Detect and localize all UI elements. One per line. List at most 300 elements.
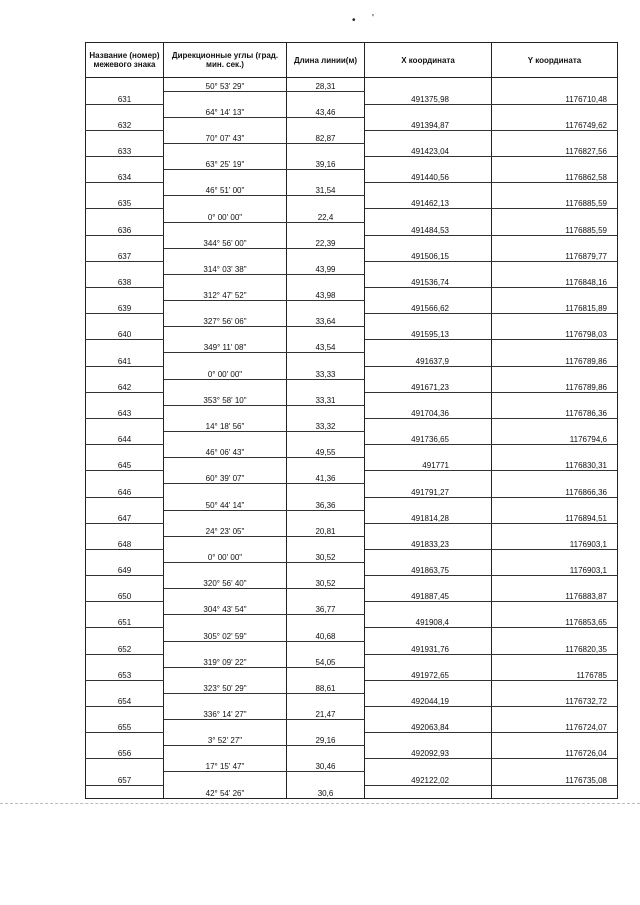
empty-cell: [492, 707, 618, 720]
header-length: Длина линии(м): [287, 43, 365, 78]
length-cell: 82,87: [287, 130, 365, 143]
empty-cell: [287, 510, 365, 523]
length-cell: 30,52: [287, 549, 365, 562]
scan-speck: •: [352, 15, 356, 26]
empty-cell: [86, 602, 164, 615]
length-cell: 49,55: [287, 445, 365, 458]
segment-row: [86, 340, 618, 353]
empty-cell: [492, 785, 618, 799]
point-name-cell: 633: [86, 143, 164, 156]
segment-row: [86, 130, 618, 143]
bearing-cell: 3° 52' 27": [164, 733, 287, 746]
point-name-cell: 635: [86, 196, 164, 209]
empty-cell: [287, 589, 365, 602]
empty-cell: [365, 314, 492, 327]
empty-cell: [86, 680, 164, 693]
bearing-cell: 344° 56' 00": [164, 235, 287, 248]
segment-row: [86, 288, 618, 301]
empty-cell: [86, 340, 164, 353]
length-cell: 33,33: [287, 366, 365, 379]
empty-cell: [287, 693, 365, 706]
empty-cell: [492, 314, 618, 327]
table-row: [86, 615, 618, 628]
x-coordinate-cell: 491887,45: [365, 589, 492, 602]
segment-row: [86, 707, 618, 720]
y-coordinate-cell: 1176848,16: [492, 274, 618, 287]
bearing-cell: 0° 00' 00": [164, 549, 287, 562]
header-bearing: Дирекционные углы (град. мин. сек.): [164, 43, 287, 78]
table-row: [86, 484, 618, 497]
x-coordinate-cell: 491771: [365, 458, 492, 471]
table-row: [86, 222, 618, 235]
empty-cell: [365, 733, 492, 746]
y-coordinate-cell: 1176862,58: [492, 170, 618, 183]
empty-cell: [492, 157, 618, 170]
empty-cell: [86, 392, 164, 405]
empty-cell: [287, 484, 365, 497]
length-cell: 33,31: [287, 392, 365, 405]
length-cell: 28,31: [287, 78, 365, 92]
empty-cell: [287, 379, 365, 392]
bearing-cell: 24° 23' 05": [164, 523, 287, 536]
empty-cell: [164, 222, 287, 235]
y-coordinate-cell: 1176789,86: [492, 353, 618, 366]
empty-cell: [287, 432, 365, 445]
segment-row: [86, 366, 618, 379]
bearing-cell: 312° 47' 52": [164, 288, 287, 301]
empty-cell: [365, 445, 492, 458]
y-coordinate-cell: 1176883,87: [492, 589, 618, 602]
segment-row: [86, 602, 618, 615]
empty-cell: [86, 418, 164, 431]
empty-cell: [164, 91, 287, 104]
x-coordinate-cell: 491736,65: [365, 432, 492, 445]
empty-cell: [365, 523, 492, 536]
empty-cell: [492, 209, 618, 222]
scan-fold-line: [0, 803, 640, 804]
empty-cell: [492, 445, 618, 458]
length-cell: 43,98: [287, 288, 365, 301]
point-name-cell: 640: [86, 327, 164, 340]
empty-cell: [287, 196, 365, 209]
empty-cell: [287, 405, 365, 418]
y-coordinate-cell: 1176885,59: [492, 222, 618, 235]
length-cell: 40,68: [287, 628, 365, 641]
length-cell: 33,64: [287, 314, 365, 327]
empty-cell: [492, 340, 618, 353]
y-coordinate-cell: 1176820,35: [492, 641, 618, 654]
y-coordinate-cell: 1176853,65: [492, 615, 618, 628]
empty-cell: [365, 288, 492, 301]
empty-cell: [164, 405, 287, 418]
length-cell: 29,16: [287, 733, 365, 746]
table-body: [86, 78, 618, 799]
empty-cell: [492, 576, 618, 589]
empty-cell: [287, 222, 365, 235]
bearing-cell: 70° 07' 43": [164, 130, 287, 143]
empty-cell: [287, 170, 365, 183]
empty-cell: [365, 549, 492, 562]
x-coordinate-cell: 491462,13: [365, 196, 492, 209]
empty-cell: [492, 288, 618, 301]
empty-cell: [287, 274, 365, 287]
segment-row: [86, 628, 618, 641]
empty-cell: [164, 196, 287, 209]
length-cell: 43,46: [287, 104, 365, 117]
x-coordinate-cell: 491814,28: [365, 510, 492, 523]
y-coordinate-cell: 1176798,03: [492, 327, 618, 340]
empty-cell: [365, 104, 492, 117]
x-coordinate-cell: 492063,84: [365, 720, 492, 733]
empty-cell: [287, 458, 365, 471]
length-cell: 30,6: [287, 785, 365, 799]
y-coordinate-cell: 1176894,51: [492, 510, 618, 523]
empty-cell: [86, 497, 164, 510]
empty-cell: [287, 615, 365, 628]
bearing-cell: 353° 58' 10": [164, 392, 287, 405]
segment-row: [86, 183, 618, 196]
empty-cell: [164, 746, 287, 759]
segment-row: [86, 418, 618, 431]
empty-cell: [492, 759, 618, 772]
y-coordinate-cell: 1176710,48: [492, 91, 618, 104]
empty-cell: [492, 392, 618, 405]
y-coordinate-cell: 1176879,77: [492, 248, 618, 261]
table-row: [86, 379, 618, 392]
segment-row: [86, 235, 618, 248]
bearing-cell: 50° 53' 29": [164, 78, 287, 92]
empty-cell: [287, 248, 365, 261]
bearing-cell: 349° 11' 08": [164, 340, 287, 353]
empty-cell: [164, 274, 287, 287]
x-coordinate-cell: 491484,53: [365, 222, 492, 235]
empty-cell: [287, 301, 365, 314]
empty-cell: [287, 143, 365, 156]
segment-row: [86, 549, 618, 562]
length-cell: 43,54: [287, 340, 365, 353]
empty-cell: [86, 549, 164, 562]
empty-cell: [164, 641, 287, 654]
point-name-cell: 632: [86, 117, 164, 130]
x-coordinate-cell: 491423,04: [365, 143, 492, 156]
empty-cell: [492, 261, 618, 274]
segment-row: [86, 576, 618, 589]
empty-cell: [164, 536, 287, 549]
empty-cell: [492, 680, 618, 693]
empty-cell: [365, 654, 492, 667]
point-name-cell: 650: [86, 589, 164, 602]
y-coordinate-cell: 1176789,86: [492, 379, 618, 392]
x-coordinate-cell: 491375,98: [365, 91, 492, 104]
point-name-cell: 639: [86, 301, 164, 314]
table-row: [86, 117, 618, 130]
empty-cell: [492, 104, 618, 117]
empty-cell: [164, 117, 287, 130]
length-cell: 36,77: [287, 602, 365, 615]
bearing-cell: 319° 09' 22": [164, 654, 287, 667]
empty-cell: [365, 261, 492, 274]
x-coordinate-cell: 492044,19: [365, 693, 492, 706]
point-name-cell: 637: [86, 248, 164, 261]
empty-cell: [86, 209, 164, 222]
empty-cell: [86, 759, 164, 772]
empty-cell: [492, 366, 618, 379]
length-cell: 54,05: [287, 654, 365, 667]
x-coordinate-cell: 491833,23: [365, 536, 492, 549]
length-cell: 39,16: [287, 157, 365, 170]
header-x: X координата: [365, 43, 492, 78]
bearing-cell: 327° 56' 06": [164, 314, 287, 327]
empty-cell: [492, 235, 618, 248]
point-name-cell: 647: [86, 510, 164, 523]
table-row: [86, 720, 618, 733]
empty-cell: [365, 497, 492, 510]
x-coordinate-cell: 491863,75: [365, 562, 492, 575]
table-row: [86, 432, 618, 445]
empty-cell: [86, 523, 164, 536]
bearing-cell: 46° 06' 43": [164, 445, 287, 458]
empty-cell: [365, 602, 492, 615]
empty-cell: [86, 654, 164, 667]
empty-cell: [164, 379, 287, 392]
point-name-cell: 657: [86, 772, 164, 785]
bearing-cell: 304° 43' 54": [164, 602, 287, 615]
point-name-cell: 641: [86, 353, 164, 366]
table-row: [86, 693, 618, 706]
empty-cell: [86, 785, 164, 799]
bearing-cell: 64° 14' 13": [164, 104, 287, 117]
bearing-cell: 314° 03' 38": [164, 261, 287, 274]
empty-cell: [164, 589, 287, 602]
table-row: [86, 91, 618, 104]
table-row: [86, 772, 618, 785]
y-coordinate-cell: 1176726,04: [492, 746, 618, 759]
point-name-cell: 643: [86, 405, 164, 418]
empty-cell: [492, 733, 618, 746]
table-row: [86, 562, 618, 575]
segment-row: [86, 78, 618, 92]
x-coordinate-cell: 492122,02: [365, 772, 492, 785]
y-coordinate-cell: 1176815,89: [492, 301, 618, 314]
table-row: [86, 667, 618, 680]
empty-cell: [164, 143, 287, 156]
x-coordinate-cell: 491506,15: [365, 248, 492, 261]
empty-cell: [86, 104, 164, 117]
segment-row: [86, 523, 618, 536]
y-coordinate-cell: 1176724,07: [492, 720, 618, 733]
bearing-cell: 50° 44' 14": [164, 497, 287, 510]
empty-cell: [492, 497, 618, 510]
empty-cell: [86, 707, 164, 720]
point-name-cell: 638: [86, 274, 164, 287]
y-coordinate-cell: 1176830,31: [492, 458, 618, 471]
empty-cell: [164, 327, 287, 340]
scan-speck: ': [372, 13, 374, 24]
empty-cell: [287, 746, 365, 759]
bearing-cell: 14° 18' 56": [164, 418, 287, 431]
empty-cell: [164, 693, 287, 706]
empty-cell: [365, 235, 492, 248]
x-coordinate-cell: 491791,27: [365, 484, 492, 497]
y-coordinate-cell: 1176866,36: [492, 484, 618, 497]
empty-cell: [86, 445, 164, 458]
length-cell: 31,54: [287, 183, 365, 196]
point-name-cell: 649: [86, 562, 164, 575]
segment-row: [86, 392, 618, 405]
empty-cell: [492, 602, 618, 615]
empty-cell: [164, 667, 287, 680]
bearing-cell: 336° 14' 27": [164, 707, 287, 720]
x-coordinate-cell: 491637,9: [365, 353, 492, 366]
empty-cell: [365, 680, 492, 693]
empty-cell: [492, 418, 618, 431]
x-coordinate-cell: 491908,4: [365, 615, 492, 628]
empty-cell: [365, 785, 492, 799]
bearing-cell: 60° 39' 07": [164, 471, 287, 484]
empty-cell: [365, 471, 492, 484]
segment-row: [86, 104, 618, 117]
y-coordinate-cell: 1176903,1: [492, 562, 618, 575]
y-coordinate-cell: 1176786,36: [492, 405, 618, 418]
empty-cell: [492, 654, 618, 667]
empty-cell: [287, 772, 365, 785]
bearing-cell: 0° 00' 00": [164, 209, 287, 222]
empty-cell: [287, 327, 365, 340]
empty-cell: [287, 720, 365, 733]
point-name-cell: 653: [86, 667, 164, 680]
length-cell: 41,36: [287, 471, 365, 484]
y-coordinate-cell: 1176794,6: [492, 432, 618, 445]
table-header-row: [86, 43, 618, 78]
x-coordinate-cell: 491931,76: [365, 641, 492, 654]
empty-cell: [365, 576, 492, 589]
empty-cell: [86, 576, 164, 589]
x-coordinate-cell: 491595,13: [365, 327, 492, 340]
length-cell: 30,52: [287, 576, 365, 589]
length-cell: 22,4: [287, 209, 365, 222]
segment-row: [86, 733, 618, 746]
length-cell: 36,36: [287, 497, 365, 510]
segment-row: [86, 209, 618, 222]
x-coordinate-cell: 491394,87: [365, 117, 492, 130]
point-name-cell: 652: [86, 641, 164, 654]
empty-cell: [86, 235, 164, 248]
x-coordinate-cell: 491704,36: [365, 405, 492, 418]
table-row: [86, 196, 618, 209]
empty-cell: [86, 366, 164, 379]
empty-cell: [164, 170, 287, 183]
table-row: [86, 405, 618, 418]
length-cell: 33,32: [287, 418, 365, 431]
empty-cell: [164, 248, 287, 261]
table-row: [86, 510, 618, 523]
empty-cell: [287, 353, 365, 366]
empty-cell: [365, 183, 492, 196]
table-row: [86, 536, 618, 549]
empty-cell: [287, 641, 365, 654]
point-name-cell: 634: [86, 170, 164, 183]
empty-cell: [365, 418, 492, 431]
x-coordinate-cell: 491972,65: [365, 667, 492, 680]
empty-cell: [365, 157, 492, 170]
empty-cell: [365, 707, 492, 720]
segment-row: [86, 680, 618, 693]
empty-cell: [492, 628, 618, 641]
empty-cell: [287, 117, 365, 130]
empty-cell: [86, 130, 164, 143]
empty-cell: [86, 628, 164, 641]
empty-cell: [164, 432, 287, 445]
empty-cell: [86, 471, 164, 484]
bearing-cell: 17° 15' 47": [164, 759, 287, 772]
point-name-cell: 636: [86, 222, 164, 235]
point-name-cell: 642: [86, 379, 164, 392]
y-coordinate-cell: 1176827,56: [492, 143, 618, 156]
empty-cell: [287, 91, 365, 104]
segment-row: [86, 759, 618, 772]
empty-cell: [365, 78, 492, 92]
empty-cell: [86, 157, 164, 170]
bearing-cell: 0° 00' 00": [164, 366, 287, 379]
y-coordinate-cell: 1176785: [492, 667, 618, 680]
empty-cell: [287, 562, 365, 575]
empty-cell: [365, 628, 492, 641]
point-name-cell: 654: [86, 693, 164, 706]
bearing-cell: 305° 02' 59": [164, 628, 287, 641]
table-row: [86, 274, 618, 287]
point-name-cell: 656: [86, 746, 164, 759]
length-cell: 22,39: [287, 235, 365, 248]
x-coordinate-cell: 492092,93: [365, 746, 492, 759]
empty-cell: [86, 261, 164, 274]
point-name-cell: 631: [86, 91, 164, 104]
y-coordinate-cell: 1176735,08: [492, 772, 618, 785]
empty-cell: [164, 301, 287, 314]
empty-cell: [86, 288, 164, 301]
empty-cell: [164, 772, 287, 785]
bearing-cell: 323° 50' 29": [164, 680, 287, 693]
empty-cell: [365, 366, 492, 379]
empty-cell: [287, 667, 365, 680]
empty-cell: [492, 78, 618, 92]
x-coordinate-cell: 491440,56: [365, 170, 492, 183]
boundary-coordinates-table: [85, 42, 618, 799]
table-row: [86, 458, 618, 471]
empty-cell: [365, 392, 492, 405]
bearing-cell: 63° 25' 19": [164, 157, 287, 170]
empty-cell: [164, 510, 287, 523]
empty-cell: [86, 733, 164, 746]
segment-row: [86, 654, 618, 667]
empty-cell: [287, 536, 365, 549]
table-row: [86, 170, 618, 183]
empty-cell: [164, 562, 287, 575]
length-cell: 43,99: [287, 261, 365, 274]
bearing-cell: 46° 51' 00": [164, 183, 287, 196]
table-row: [86, 248, 618, 261]
point-name-cell: 644: [86, 432, 164, 445]
empty-cell: [164, 720, 287, 733]
empty-cell: [492, 549, 618, 562]
y-coordinate-cell: 1176903,1: [492, 536, 618, 549]
table-row: [86, 353, 618, 366]
length-cell: 30,46: [287, 759, 365, 772]
empty-cell: [164, 484, 287, 497]
point-name-cell: 655: [86, 720, 164, 733]
empty-cell: [86, 78, 164, 92]
empty-cell: [164, 458, 287, 471]
y-coordinate-cell: 1176732,72: [492, 693, 618, 706]
